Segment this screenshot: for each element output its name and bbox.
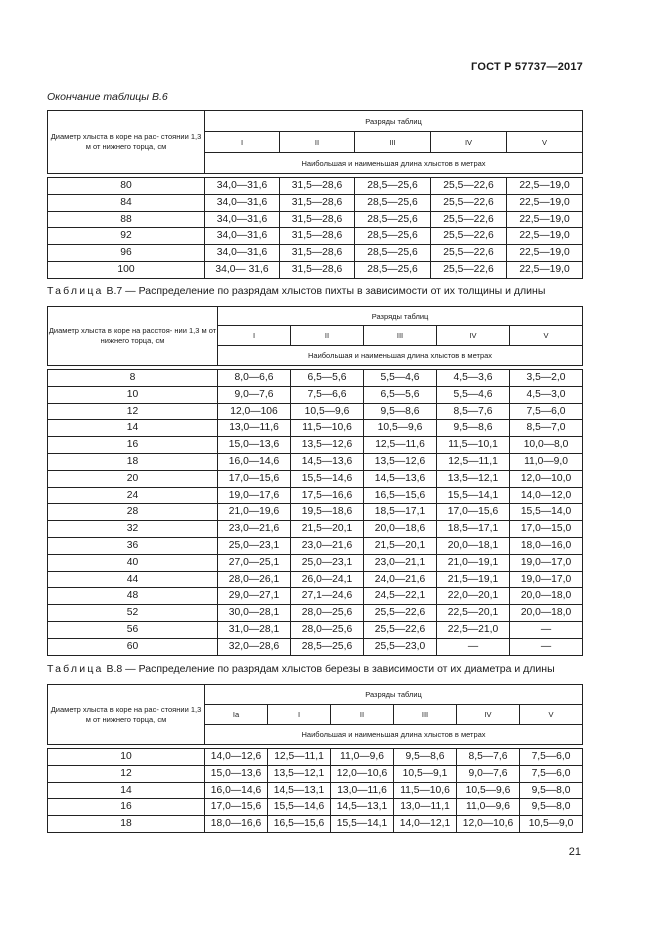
length-range-cell: 8,5—7,6 [437, 403, 510, 420]
length-range-cell: 7,5—6,0 [520, 749, 583, 766]
length-range-cell: 25,0—23,1 [218, 537, 291, 554]
grade-header-cell: II [291, 326, 364, 346]
length-range-cell: 14,0—12,6 [205, 749, 268, 766]
length-range-cell: 26,0—24,1 [291, 571, 364, 588]
table-row [48, 537, 583, 554]
table-b6-body [48, 174, 583, 279]
length-range-cell: 9,5—8,6 [394, 749, 457, 766]
length-range-cell: 28,5—25,6 [355, 261, 431, 278]
length-range-cell: 7,5—6,0 [520, 765, 583, 782]
length-range-cell: 31,5—28,6 [280, 194, 355, 211]
length-range-cell: 13,5—12,1 [437, 470, 510, 487]
standard-number: ГОСТ Р 57737—2017 [471, 61, 583, 73]
length-range-cell: 23,0—21,6 [291, 537, 364, 554]
length-range-cell: 25,5—22,6 [431, 211, 507, 228]
length-range-cell: 25,5—22,6 [364, 621, 437, 638]
diameter-cell: 14 [48, 782, 205, 799]
diameter-cell: 8 [48, 370, 218, 387]
diameter-cell: 92 [48, 228, 205, 245]
length-range-cell: 28,0—25,6 [291, 621, 364, 638]
diameter-cell: 10 [48, 749, 205, 766]
grade-header-cell: I [218, 326, 291, 346]
length-range-cell: 11,5—10,6 [291, 420, 364, 437]
length-range-cell: 22,5—19,0 [507, 178, 583, 195]
length-range-cell: 27,1—24,6 [291, 588, 364, 605]
length-range-cell: 15,5—14,1 [331, 816, 394, 833]
length-range-cell: 21,0—19,1 [437, 554, 510, 571]
grades-header: Разряды таблиц [205, 111, 583, 132]
table-row [48, 245, 583, 262]
length-range-cell: 13,5—12,6 [291, 437, 364, 454]
grade-header-cell: V [507, 132, 583, 153]
length-range-cell: 9,5—8,6 [364, 403, 437, 420]
length-range-cell: 25,5—22,6 [431, 194, 507, 211]
table-b7 [47, 306, 583, 656]
length-range-cell: 13,0—11,1 [394, 799, 457, 816]
diameter-cell: 10 [48, 386, 218, 403]
length-range-cell: 13,0—11,6 [218, 420, 291, 437]
diameter-cell: 88 [48, 211, 205, 228]
length-range-cell: 12,5—11,1 [437, 453, 510, 470]
table-row [48, 588, 583, 605]
length-range-cell: 31,5—28,6 [280, 211, 355, 228]
length-range-cell: 31,5—28,6 [280, 245, 355, 262]
length-range-cell: 19,5—18,6 [291, 504, 364, 521]
table-row [48, 638, 583, 655]
length-range-cell: 21,5—20,1 [364, 537, 437, 554]
length-range-cell: 24,5—22,1 [364, 588, 437, 605]
length-range-cell: 34,0—31,6 [205, 228, 280, 245]
length-range-cell: 11,5—10,6 [394, 782, 457, 799]
length-range-cell: 32,0—28,6 [218, 638, 291, 655]
table-row [48, 453, 583, 470]
grade-header-cell: II [280, 132, 355, 153]
length-range-cell: 15,0—13,6 [218, 437, 291, 454]
length-range-cell: 8,5—7,6 [457, 749, 520, 766]
length-range-cell: 14,5—13,1 [331, 799, 394, 816]
length-range-cell: 21,0—19,6 [218, 504, 291, 521]
table-row [48, 816, 583, 833]
length-range-cell: 22,5—19,0 [507, 228, 583, 245]
table-row [48, 554, 583, 571]
length-range-cell: 22,5—19,0 [507, 245, 583, 262]
length-range-cell: 25,5—22,6 [431, 261, 507, 278]
length-range-cell: 20,0—18,1 [437, 537, 510, 554]
length-range-cell: 5,5—4,6 [437, 386, 510, 403]
diameter-cell: 16 [48, 799, 205, 816]
length-range-cell: 22,5—19,0 [507, 194, 583, 211]
length-range-cell: 18,5—17,1 [364, 504, 437, 521]
length-range-cell: 3,5—2,0 [510, 370, 583, 387]
length-range-cell: 28,5—25,6 [355, 194, 431, 211]
length-range-cell: 11,0—9,0 [510, 453, 583, 470]
length-range-cell: 14,5—13,6 [291, 453, 364, 470]
length-header: Наибольшая и наименьшая длина хлыстов в метрах [218, 346, 583, 366]
diameter-cell: 100 [48, 261, 205, 278]
length-range-cell: 18,5—17,1 [437, 521, 510, 538]
length-range-cell: 6,5—5,6 [364, 386, 437, 403]
length-range-cell: 23,0—21,6 [218, 521, 291, 538]
length-range-cell: 25,0—23,1 [291, 554, 364, 571]
grade-header-cell: III [394, 705, 457, 725]
length-range-cell: 20,0—18,0 [510, 605, 583, 622]
length-range-cell: 25,5—22,6 [431, 245, 507, 262]
table-row [48, 228, 583, 245]
grades-header: Разряды таблиц [218, 307, 583, 326]
length-range-cell: 10,5—9,6 [291, 403, 364, 420]
diameter-header: Диаметр хлыста в коре на расстоя- нии 1,3 м от нижнего торца, см [48, 307, 218, 366]
grade-header-cell: V [510, 326, 583, 346]
grade-header-cell: IV [457, 705, 520, 725]
length-range-cell: 4,5—3,6 [437, 370, 510, 387]
table-b7-body [48, 366, 583, 656]
length-range-cell: 16,0—14,6 [205, 782, 268, 799]
length-range-cell: 13,5—12,1 [268, 765, 331, 782]
length-range-cell: 28,0—25,6 [291, 605, 364, 622]
table-row [48, 470, 583, 487]
length-range-cell: 27,0—25,1 [218, 554, 291, 571]
length-range-cell: 10,5—9,1 [394, 765, 457, 782]
diameter-cell: 52 [48, 605, 218, 622]
length-range-cell: 17,0—15,6 [437, 504, 510, 521]
length-range-cell: — [437, 638, 510, 655]
grade-header-cell: I [205, 132, 280, 153]
diameter-header: Диаметр хлыста в коре на рас- стоянии 1,3 м от нижнего торца, см [48, 685, 205, 745]
length-range-cell: 17,0—15,6 [218, 470, 291, 487]
length-range-cell: 12,0—10,0 [510, 470, 583, 487]
length-range-cell: 11,0—9,6 [331, 749, 394, 766]
grade-header-cell: III [364, 326, 437, 346]
length-range-cell: 25,5—22,6 [431, 228, 507, 245]
length-range-cell: 28,5—25,6 [355, 211, 431, 228]
diameter-cell: 14 [48, 420, 218, 437]
table-row [48, 782, 583, 799]
table-row [48, 403, 583, 420]
grades-header: Разряды таблиц [205, 685, 583, 705]
diameter-cell: 48 [48, 588, 218, 605]
length-range-cell: 12,5—11,6 [364, 437, 437, 454]
length-range-cell: 31,5—28,6 [280, 228, 355, 245]
diameter-cell: 16 [48, 437, 218, 454]
length-range-cell: 16,5—15,6 [268, 816, 331, 833]
table-b6-caption: Окончание таблицы В.6 [47, 91, 168, 103]
length-range-cell: 9,0—7,6 [218, 386, 291, 403]
length-range-cell: 10,5—9,6 [364, 420, 437, 437]
length-range-cell: 18,0—16,0 [510, 537, 583, 554]
length-range-cell: 17,0—15,6 [205, 799, 268, 816]
length-range-cell: 14,5—13,1 [268, 782, 331, 799]
length-range-cell: 31,5—28,6 [280, 178, 355, 195]
length-range-cell: 9,5—8,0 [520, 782, 583, 799]
length-range-cell: 31,5—28,6 [280, 261, 355, 278]
length-range-cell: 12,0—10,6 [457, 816, 520, 833]
table-b8-caption: Таблица В.8 — Распределение по разрядам хлыстов березы в зависимости от их диаметра и длины [47, 663, 555, 675]
length-range-cell: — [510, 638, 583, 655]
diameter-cell: 56 [48, 621, 218, 638]
table-row [48, 420, 583, 437]
table-b7-caption: Таблица В.7 — Распределение по разрядам хлыстов пихты в зависимости от их толщины и длины [47, 285, 546, 297]
table-row [48, 521, 583, 538]
diameter-cell: 60 [48, 638, 218, 655]
length-range-cell: 7,5—6,6 [291, 386, 364, 403]
grade-header-cell: I [268, 705, 331, 725]
diameter-cell: 28 [48, 504, 218, 521]
length-range-cell: 19,0—17,6 [218, 487, 291, 504]
table-row [48, 571, 583, 588]
length-range-cell: 19,0—17,0 [510, 554, 583, 571]
grade-header-cell: IV [437, 326, 510, 346]
length-range-cell: 5,5—4,6 [364, 370, 437, 387]
length-range-cell: 7,5—6,0 [510, 403, 583, 420]
length-range-cell: 4,5—3,0 [510, 386, 583, 403]
length-range-cell: 20,0—18,6 [364, 521, 437, 538]
length-range-cell: 13,0—11,6 [331, 782, 394, 799]
length-range-cell: 11,5—10,1 [437, 437, 510, 454]
length-range-cell: 29,0—27,1 [218, 588, 291, 605]
length-range-cell: 12,0—106 [218, 403, 291, 420]
length-range-cell: 8,0—6,6 [218, 370, 291, 387]
length-range-cell: 28,5—25,6 [355, 178, 431, 195]
diameter-header: Диаметр хлыста в коре на рас- стоянии 1,3 м от нижнего торца, см [48, 111, 205, 174]
length-range-cell: 17,5—16,6 [291, 487, 364, 504]
length-range-cell: 31,0—28,1 [218, 621, 291, 638]
length-range-cell: 20,0—18,0 [510, 588, 583, 605]
length-range-cell: 15,5—14,6 [268, 799, 331, 816]
table-b6 [47, 110, 583, 279]
length-range-cell: 13,5—12,6 [364, 453, 437, 470]
table-row [48, 765, 583, 782]
diameter-cell: 84 [48, 194, 205, 211]
length-range-cell: 34,0—31,6 [205, 211, 280, 228]
table-row [48, 437, 583, 454]
length-range-cell: 14,0—12,1 [394, 816, 457, 833]
length-header: Наибольшая и наименьшая длина хлыстов в метрах [205, 153, 583, 174]
length-range-cell: 16,5—15,6 [364, 487, 437, 504]
grade-header-cell: III [355, 132, 431, 153]
table-row [48, 261, 583, 278]
table-b8 [47, 684, 583, 833]
diameter-cell: 18 [48, 816, 205, 833]
table-b8-body [48, 745, 583, 833]
diameter-cell: 20 [48, 470, 218, 487]
length-range-cell: 19,0—17,0 [510, 571, 583, 588]
length-range-cell: 24,0—21,6 [364, 571, 437, 588]
length-range-cell: 14,0—12,0 [510, 487, 583, 504]
length-range-cell: 23,0—21,1 [364, 554, 437, 571]
length-range-cell: 34,0—31,6 [205, 245, 280, 262]
table-row [48, 386, 583, 403]
diameter-cell: 32 [48, 521, 218, 538]
grade-header-cell: IV [431, 132, 507, 153]
grade-header-cell: Ia [205, 705, 268, 725]
length-range-cell: 12,0—10,6 [331, 765, 394, 782]
length-range-cell: 8,5—7,0 [510, 420, 583, 437]
length-range-cell: 18,0—16,6 [205, 816, 268, 833]
table-row [48, 178, 583, 195]
length-range-cell: 34,0—31,6 [205, 194, 280, 211]
length-range-cell: 30,0—28,1 [218, 605, 291, 622]
length-header: Наибольшая и наименьшая длина хлыстов в метрах [205, 725, 583, 745]
table-row [48, 605, 583, 622]
length-range-cell: 22,5—20,1 [437, 605, 510, 622]
table-row [48, 211, 583, 228]
length-range-cell: 34,0— 31,6 [205, 261, 280, 278]
length-range-cell: 21,5—19,1 [437, 571, 510, 588]
table-row [48, 621, 583, 638]
table-row [48, 799, 583, 816]
diameter-cell: 80 [48, 178, 205, 195]
table-row [48, 487, 583, 504]
table-row [48, 370, 583, 387]
grade-header-cell: II [331, 705, 394, 725]
length-range-cell: 6,5—5,6 [291, 370, 364, 387]
length-range-cell: 10,5—9,0 [520, 816, 583, 833]
length-range-cell: 25,5—22,6 [364, 605, 437, 622]
length-range-cell: 12,5—11,1 [268, 749, 331, 766]
length-range-cell: 34,0—31,6 [205, 178, 280, 195]
length-range-cell: 22,5—19,0 [507, 211, 583, 228]
table-row [48, 504, 583, 521]
length-range-cell: 21,5—20,1 [291, 521, 364, 538]
length-range-cell: 17,0—15,0 [510, 521, 583, 538]
length-range-cell: 11,0—9,6 [457, 799, 520, 816]
length-range-cell: 9,5—8,0 [520, 799, 583, 816]
length-range-cell: 28,0—26,1 [218, 571, 291, 588]
diameter-cell: 24 [48, 487, 218, 504]
diameter-cell: 36 [48, 537, 218, 554]
length-range-cell: 25,5—23,0 [364, 638, 437, 655]
length-range-cell: — [510, 621, 583, 638]
length-range-cell: 28,5—25,6 [355, 245, 431, 262]
length-range-cell: 15,5—14,0 [510, 504, 583, 521]
length-range-cell: 28,5—25,6 [291, 638, 364, 655]
table-row [48, 749, 583, 766]
length-range-cell: 15,0—13,6 [205, 765, 268, 782]
length-range-cell: 15,5—14,6 [291, 470, 364, 487]
diameter-cell: 12 [48, 765, 205, 782]
length-range-cell: 16,0—14,6 [218, 453, 291, 470]
length-range-cell: 15,5—14,1 [437, 487, 510, 504]
length-range-cell: 14,5—13,6 [364, 470, 437, 487]
table-row [48, 194, 583, 211]
length-range-cell: 25,5—22,6 [431, 178, 507, 195]
length-range-cell: 9,5—8,6 [437, 420, 510, 437]
diameter-cell: 44 [48, 571, 218, 588]
grade-header-cell: V [520, 705, 583, 725]
length-range-cell: 22,5—21,0 [437, 621, 510, 638]
length-range-cell: 10,5—9,6 [457, 782, 520, 799]
diameter-cell: 96 [48, 245, 205, 262]
length-range-cell: 28,5—25,6 [355, 228, 431, 245]
length-range-cell: 9,0—7,6 [457, 765, 520, 782]
length-range-cell: 10,0—8,0 [510, 437, 583, 454]
diameter-cell: 40 [48, 554, 218, 571]
diameter-cell: 12 [48, 403, 218, 420]
length-range-cell: 22,0—20,1 [437, 588, 510, 605]
length-range-cell: 22,5—19,0 [507, 261, 583, 278]
diameter-cell: 18 [48, 453, 218, 470]
page-number: 21 [568, 846, 581, 858]
